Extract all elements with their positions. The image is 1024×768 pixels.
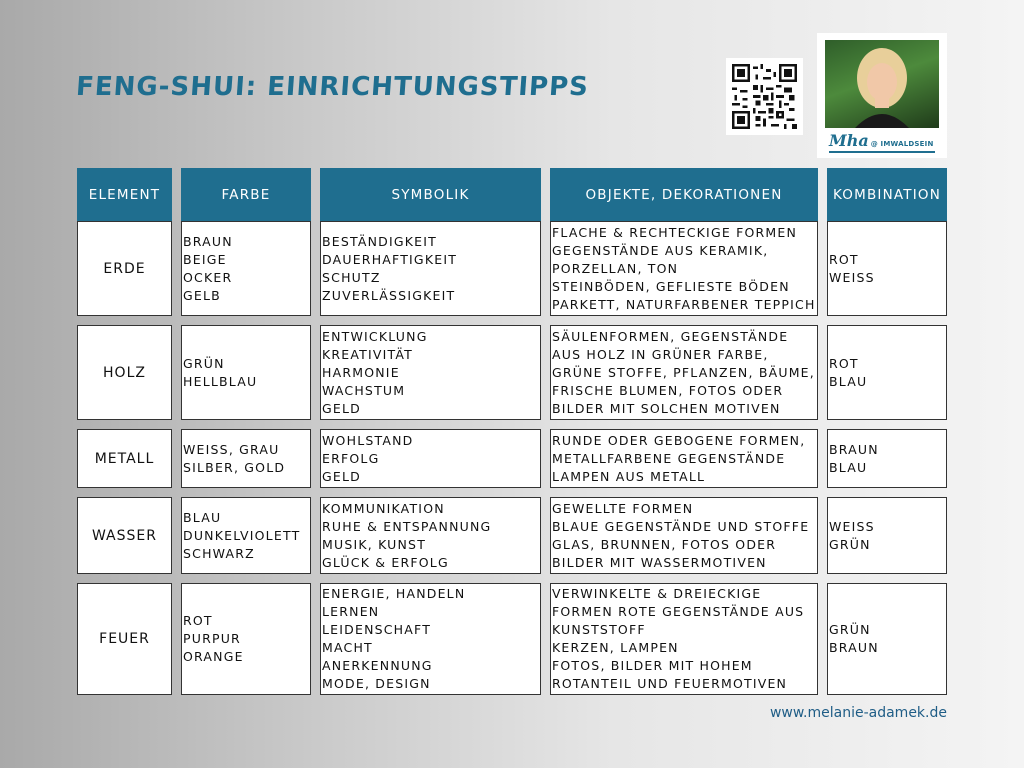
row-erde-symbolik	[320, 221, 541, 316]
cell-line: PORZELLAN, TON	[552, 260, 679, 276]
row-holz-symbolik	[320, 325, 541, 420]
cell-line: FORMEN ROTE GEGENSTÄNDE AUS	[552, 604, 805, 619]
header-symbolik: SYMBOLIK	[320, 168, 541, 221]
cell-line: FRISCHE BLUMEN, FOTOS ODER	[552, 382, 784, 398]
row-holz-element	[77, 325, 172, 420]
cell-line: ROT	[183, 613, 213, 628]
cell-line: SILBER, GOLD	[183, 459, 286, 475]
row-metall-element	[77, 429, 172, 488]
row-feuer-symbolik	[320, 583, 541, 695]
row-holz-kombination	[827, 325, 947, 420]
cell-line: GRÜNE STOFFE, PFLANZEN, BÄUME,	[552, 364, 815, 380]
element-label: WASSER	[91, 527, 157, 544]
cell-line: KREATIVITÄT	[322, 346, 414, 362]
brand-logo	[825, 131, 939, 150]
cell-line: BLAUE GEGENSTÄNDE UND STOFFE	[552, 518, 810, 534]
cell-line: PURPUR	[183, 631, 241, 646]
row-erde-farbe	[181, 221, 311, 316]
cell-line: SÄULENFORMEN, GEGENSTÄNDE	[552, 328, 789, 344]
cell-line: PARKETT, NATURFARBENER TEPPICH	[552, 296, 816, 312]
cell-line: BILDER MIT WASSERMOTIVEN	[552, 554, 767, 570]
page-title: FENG-SHUI: EINRICHTUNGSTIPPS	[74, 72, 590, 102]
element-label: FEUER	[99, 631, 150, 647]
cell-line: BRAUN	[829, 640, 879, 655]
cell-line: MODE, DESIGN	[322, 676, 431, 691]
header-kombination: KOMBINATION	[827, 168, 947, 221]
cell-line: ZUVERLÄSSIGKEIT	[322, 287, 456, 303]
cell-line: KOMMUNIKATION	[322, 500, 445, 516]
header-objekte: OBJEKTE, DEKORATIONEN	[550, 168, 818, 221]
cell-line: BESTÄNDIGKEIT	[322, 233, 437, 249]
row-feuer-kombination	[827, 583, 947, 695]
row-feuer-farbe	[181, 583, 311, 695]
cell-line: GELD	[322, 468, 361, 484]
row-holz-objekte	[550, 325, 818, 420]
row-wasser-element	[77, 497, 172, 574]
cell-line: KUNSTSTOFF	[552, 622, 646, 637]
cell-line: FLACHE & RECHTECKIGE FORMEN	[552, 224, 798, 240]
row-feuer-objekte	[550, 583, 818, 695]
row-wasser-kombination	[827, 497, 947, 574]
row-erde-objekte	[550, 221, 818, 316]
cell-line: BLAU	[183, 509, 222, 525]
portrait-icon	[825, 40, 939, 128]
cell-line: GEWELLTE FORMEN	[552, 500, 694, 516]
cell-line: GLÜCK & ERFOLG	[322, 554, 449, 570]
cell-line: LERNEN	[322, 604, 380, 619]
cell-line: GLAS, BRUNNEN, FOTOS ODER	[552, 536, 777, 552]
cell-line: ANERKENNUNG	[322, 658, 433, 673]
profile-photo	[825, 40, 939, 128]
row-metall-farbe	[181, 429, 311, 488]
cell-line: GEGENSTÄNDE AUS KERAMIK,	[552, 242, 769, 258]
header-element: ELEMENT	[77, 168, 172, 221]
cell-line: METALLFARBENE GEGENSTÄNDE	[552, 450, 786, 466]
row-wasser-objekte	[550, 497, 818, 574]
cell-line: GRÜN	[829, 622, 871, 637]
qr-code-icon	[732, 64, 797, 129]
cell-line: MUSIK, KUNST	[322, 536, 427, 552]
cell-line: GELB	[183, 287, 221, 303]
profile-card	[817, 33, 947, 158]
cell-line: DAUERHAFTIGKEIT	[322, 251, 458, 267]
row-erde-kombination	[827, 221, 947, 316]
logo-sub: @ IMWALDSEIN	[870, 140, 934, 148]
element-label: HOLZ	[103, 364, 146, 381]
cell-line: SCHWARZ	[183, 545, 255, 561]
row-feuer-element	[77, 583, 172, 695]
cell-line: ORANGE	[183, 649, 244, 664]
row-metall-symbolik	[320, 429, 541, 488]
logo-main: Mha	[829, 131, 869, 150]
cell-line: RUNDE ODER GEBOGENE FORMEN,	[552, 432, 806, 448]
cell-line: KERZEN, LAMPEN	[552, 640, 679, 655]
cell-line: WEISS	[829, 269, 875, 285]
cell-line: RUHE & ENTSPANNUNG	[322, 518, 492, 534]
cell-line: LEIDENSCHAFT	[322, 622, 432, 637]
cell-line: ENERGIE, HANDELN	[322, 586, 466, 601]
cell-line: WEISS, GRAU	[183, 441, 280, 457]
row-wasser-symbolik	[320, 497, 541, 574]
cell-line: ROTANTEIL UND FEUERMOTIVEN	[552, 676, 788, 691]
row-erde-element	[77, 221, 172, 316]
website-link[interactable]: www.melanie-adamek.de	[769, 705, 947, 721]
cell-line: BILDER MIT SOLCHEN MOTIVEN	[552, 400, 781, 416]
logo-underline	[829, 151, 935, 153]
cell-line: MACHT	[322, 640, 373, 655]
cell-line: BLAU	[829, 373, 868, 389]
cell-line: FOTOS, BILDER MIT HOHEM	[552, 658, 753, 673]
row-holz-farbe	[181, 325, 311, 420]
row-wasser-farbe	[181, 497, 311, 574]
cell-line: STEINBÖDEN, GEFLIESTE BÖDEN	[552, 278, 790, 294]
cell-line: HELLBLAU	[183, 373, 258, 389]
cell-line: AUS HOLZ IN GRÜNER FARBE,	[552, 346, 769, 362]
cell-line: ERFOLG	[322, 450, 380, 466]
cell-line: ROT	[829, 355, 859, 371]
cell-line: WACHSTUM	[322, 382, 406, 398]
cell-line: LAMPEN AUS METALL	[552, 468, 706, 484]
header-farbe: FARBE	[181, 168, 311, 221]
cell-line: BRAUN	[183, 233, 233, 249]
cell-line: SCHUTZ	[322, 269, 381, 285]
element-label: ERDE	[103, 260, 146, 277]
cell-line: ENTWICKLUNG	[322, 328, 428, 344]
cell-line: GRÜN	[183, 355, 225, 371]
cell-line: ROT	[829, 251, 859, 267]
cell-line: WOHLSTAND	[322, 432, 414, 448]
cell-line: GELD	[322, 400, 361, 416]
element-label: METALL	[94, 450, 155, 467]
cell-line: GRÜN	[829, 536, 871, 552]
cell-line: BRAUN	[829, 441, 879, 457]
cell-line: OCKER	[183, 269, 233, 285]
cell-line: WEISS	[829, 518, 875, 534]
cell-line: VERWINKELTE & DREIECKIGE	[552, 586, 762, 601]
cell-line: BEIGE	[183, 251, 227, 267]
qr-code[interactable]	[726, 58, 803, 135]
cell-line: HARMONIE	[322, 364, 400, 380]
cell-line: DUNKELVIOLETT	[183, 527, 301, 543]
cell-line: BLAU	[829, 459, 868, 475]
row-metall-objekte	[550, 429, 818, 488]
row-metall-kombination	[827, 429, 947, 488]
